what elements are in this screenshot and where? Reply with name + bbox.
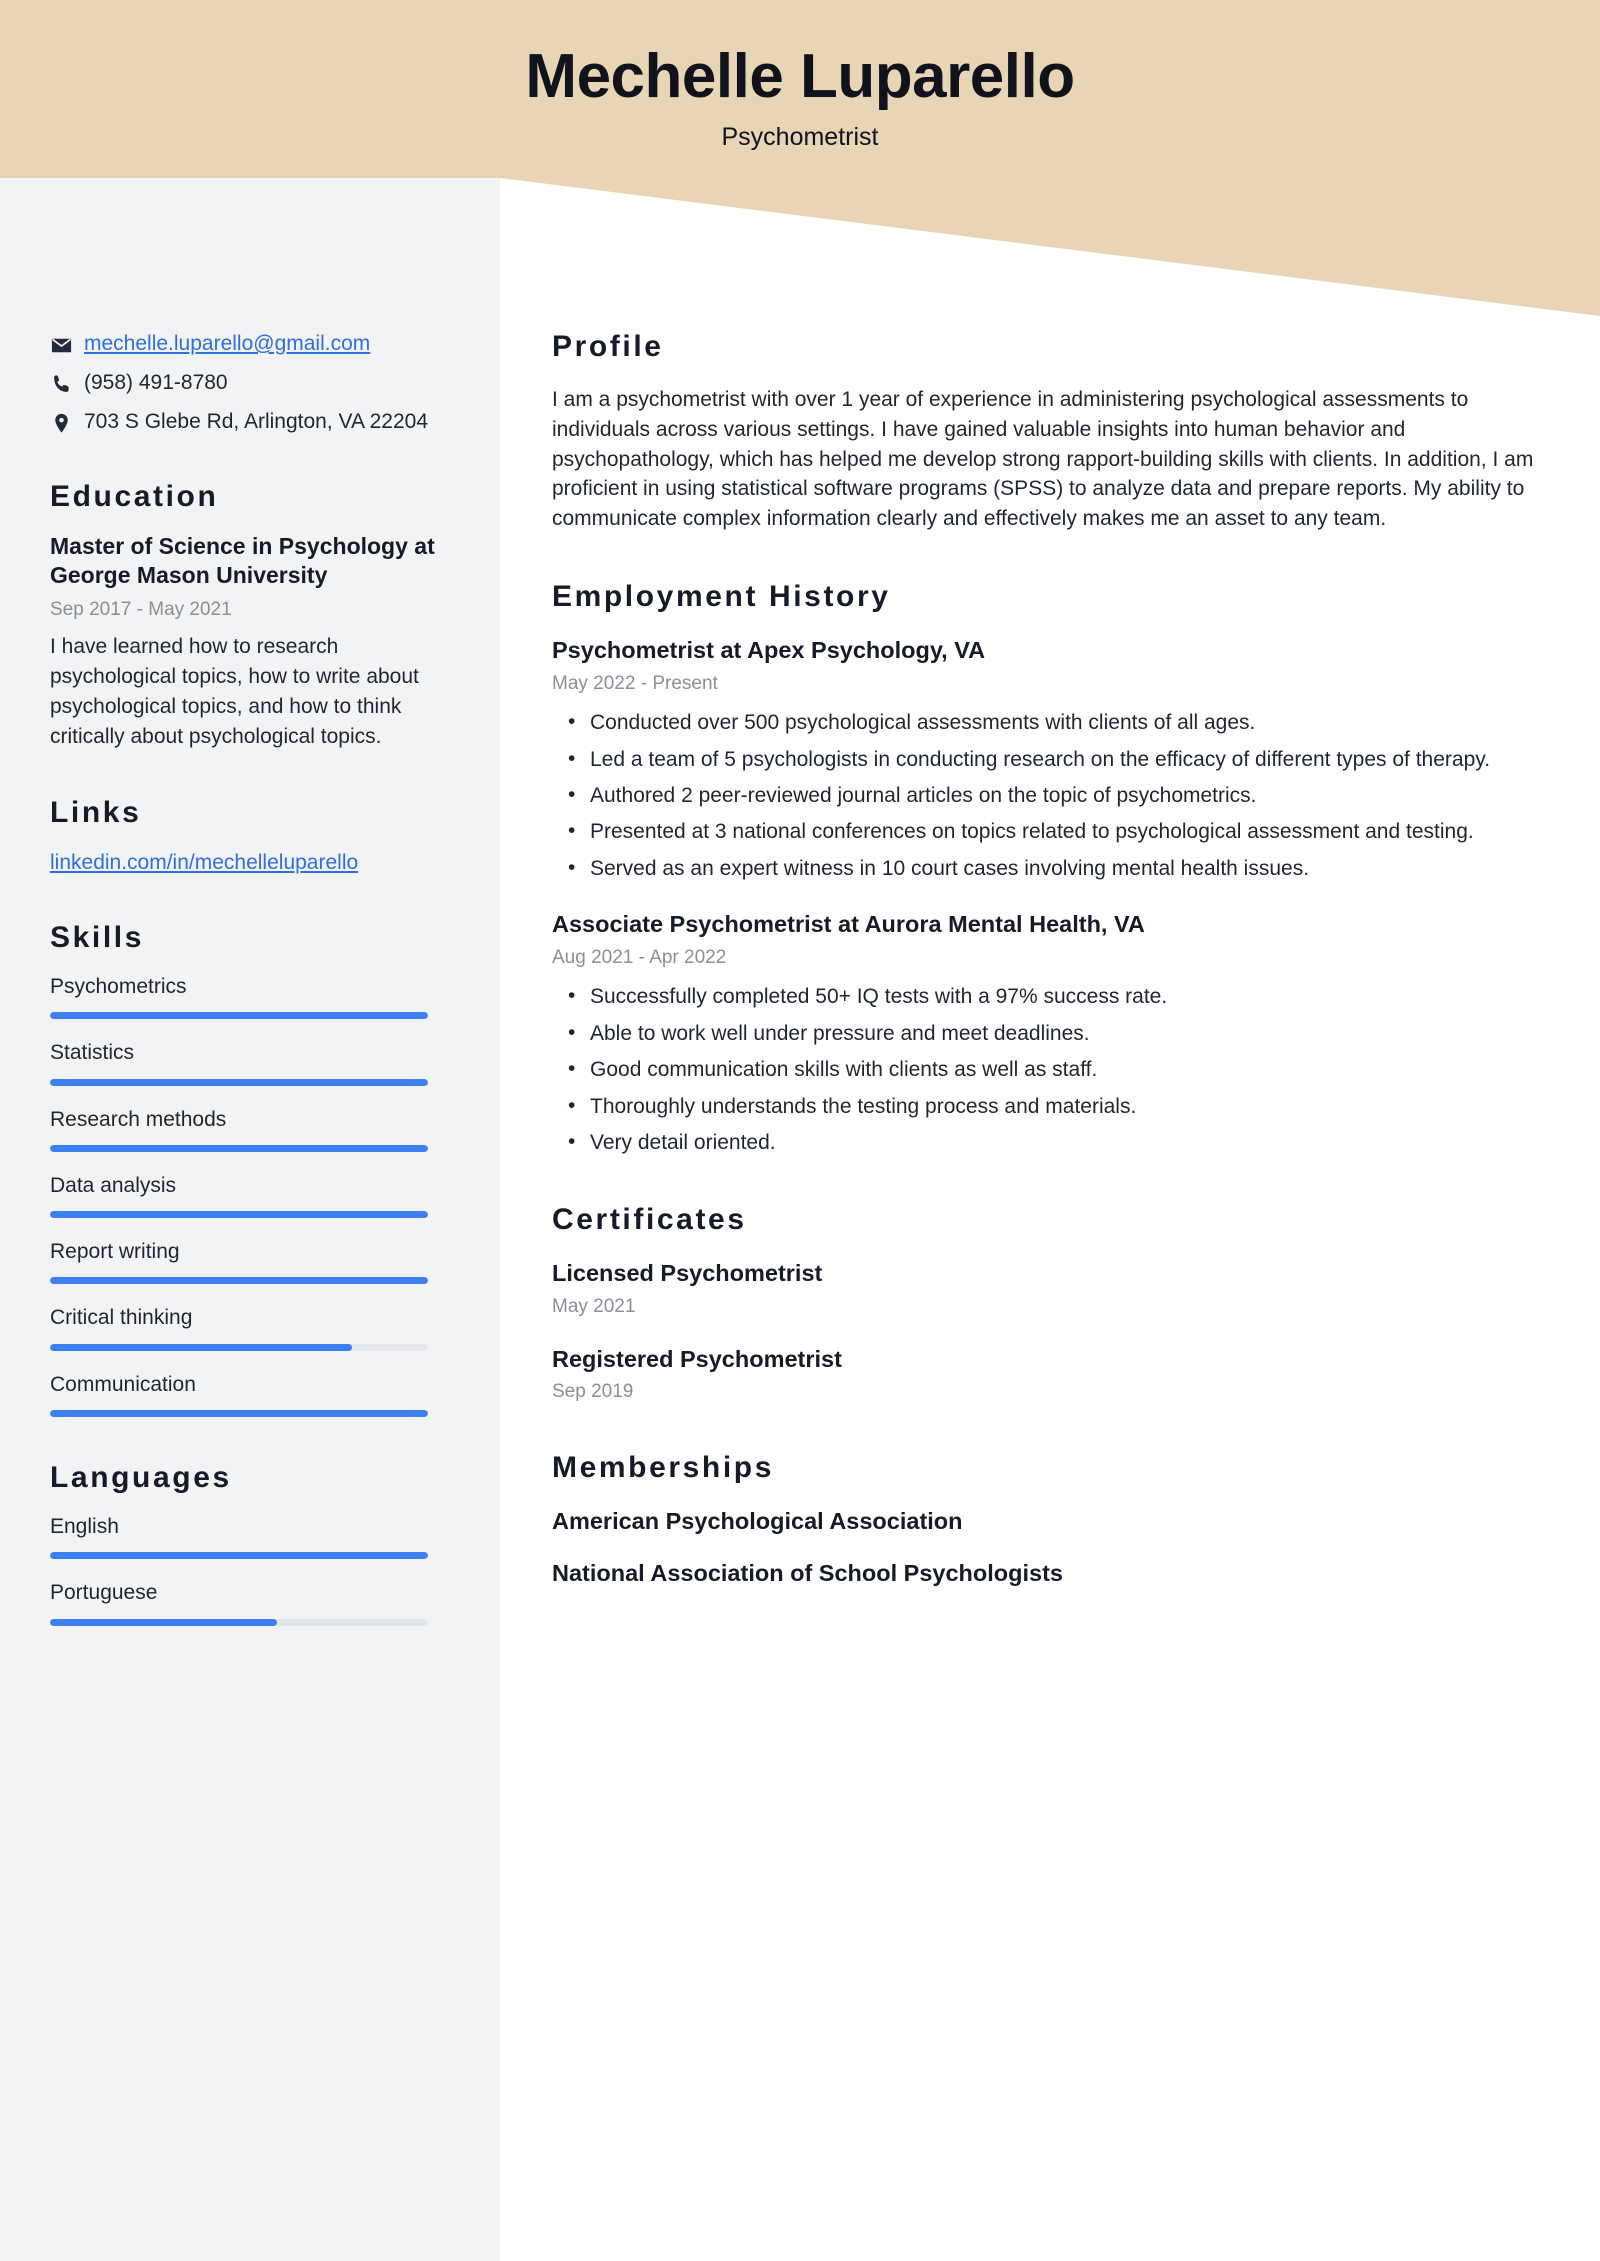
skills-list — [50, 973, 462, 1417]
skill-item — [50, 1172, 462, 1218]
membership-item: National Association of School Psychologists — [552, 1560, 1063, 1587]
skill-bar-fill — [50, 1344, 352, 1351]
job-bullet: • Successfully completed 50+ IQ tests with a 97% success rate. — [552, 982, 1537, 1011]
memberships-list — [552, 1506, 1537, 1589]
skill-bar-fill — [50, 1277, 428, 1284]
job-bullet: • Good communication skills with clients as well as staff. — [552, 1055, 1537, 1084]
membership-item: American Psychological Association — [552, 1507, 963, 1534]
languages-heading: Languages — [50, 1461, 232, 1495]
skill-bar-fill — [50, 1211, 428, 1218]
education-item-date: Sep 2017 - May 2021 — [50, 598, 232, 620]
certificate-entry — [552, 1258, 1537, 1319]
certificate-title: Licensed Psychometrist — [552, 1260, 823, 1287]
skill-label: Psychometrics — [50, 974, 187, 998]
certificates-list — [552, 1258, 1537, 1404]
education-item-description: I have learned how to research psychological topics, how to write about psychological topics, and how to think critically about psychological topics. — [50, 635, 419, 748]
skill-bar-track — [50, 1079, 428, 1086]
skill-bar-fill — [50, 1079, 428, 1086]
profile-heading: Profile — [552, 330, 664, 363]
section-memberships — [552, 1451, 1537, 1589]
skill-item — [50, 1039, 462, 1085]
languages-list — [50, 1513, 462, 1626]
job-bullet: • Led a team of 5 psychologists in conducting research on the efficacy of different types of therapy. — [552, 745, 1537, 774]
language-item — [50, 1513, 462, 1559]
sidebar-section-languages — [50, 1461, 462, 1626]
skill-bar-track — [50, 1012, 428, 1019]
job-bullet: • Presented at 3 national conferences on topics related to psychological assessment and testing. — [552, 817, 1537, 846]
section-employment-history — [552, 580, 1537, 1157]
phone-icon — [50, 369, 84, 396]
job-title: Associate Psychometrist at Aurora Mental Health, VA — [552, 911, 1145, 938]
employment-heading: Employment History — [552, 580, 891, 614]
job-bullet: • Very detail oriented. — [552, 1128, 1537, 1157]
skill-item — [50, 1371, 462, 1417]
map-pin-icon — [50, 408, 84, 435]
candidate-job-title: Psychometrist — [721, 123, 879, 151]
profile-text: I am a psychometrist with over 1 year of experience in administering psychological assessments to individuals across various settings. I have gained valuable insights into human behavior and psychopathology, which has helped me develop strong rapport-building skills with clients. In addition, I am proficient in using statistical software programs (SPSS) to analyze data and prepare reports. My ability to communicate complex information clearly and effectively makes me an asset to any team. — [552, 388, 1534, 531]
skill-bar-track — [50, 1344, 428, 1351]
main-column — [552, 330, 1537, 1635]
job-bullet-list — [552, 982, 1537, 1157]
education-item-title: Master of Science in Psychology at George Mason University — [50, 532, 435, 589]
skill-label: Data analysis — [50, 1173, 177, 1197]
contact-row-address — [50, 408, 462, 436]
contact-row-email[interactable] — [50, 330, 462, 358]
contact-block — [50, 330, 462, 436]
language-item — [50, 1579, 462, 1625]
job-date: Aug 2021 - Apr 2022 — [552, 946, 727, 968]
language-label: English — [50, 1515, 119, 1539]
language-label: Portuguese — [50, 1581, 158, 1605]
job-bullet: • Served as an expert witness in 10 court cases involving mental health issues. — [552, 854, 1537, 883]
language-bar-track — [50, 1619, 428, 1626]
skill-item — [50, 1238, 462, 1284]
links-heading: Links — [50, 795, 142, 829]
skill-bar-track — [50, 1145, 428, 1152]
skills-heading: Skills — [50, 920, 144, 954]
contact-row-phone — [50, 369, 462, 397]
contact-address-value: 703 S Glebe Rd, Arlington, VA 22204 — [84, 409, 429, 433]
certificate-date: May 2021 — [552, 1295, 636, 1317]
job-title: Psychometrist at Apex Psychology, VA — [552, 637, 986, 664]
contact-email-value[interactable]: mechelle.luparello@gmail.com — [84, 332, 371, 355]
job-entry — [552, 635, 1537, 883]
job-bullet-list — [552, 708, 1537, 883]
language-bar-track — [50, 1552, 428, 1559]
job-bullet: • Conducted over 500 psychological assessments with clients of all ages. — [552, 708, 1537, 737]
skill-bar-track — [50, 1211, 428, 1218]
job-entry — [552, 909, 1537, 1157]
education-item — [50, 532, 462, 752]
skill-label: Research methods — [50, 1107, 227, 1131]
section-profile — [552, 330, 1537, 534]
contact-phone-value: (958) 491-8780 — [84, 370, 228, 394]
section-certificates — [552, 1203, 1537, 1404]
skill-bar-track — [50, 1277, 428, 1284]
skill-item — [50, 1304, 462, 1350]
link-linkedin[interactable]: linkedin.com/in/mechelleluparello — [50, 850, 359, 874]
skill-label: Critical thinking — [50, 1306, 193, 1330]
skill-item — [50, 973, 462, 1019]
job-bullet: • Authored 2 peer-reviewed journal articles on the topic of psychometrics. — [552, 781, 1537, 810]
skill-label: Communication — [50, 1372, 196, 1396]
skill-bar-track — [50, 1410, 428, 1417]
language-bar-fill — [50, 1552, 428, 1559]
candidate-name: Mechelle Luparello — [525, 42, 1075, 111]
jobs-list — [552, 635, 1537, 1157]
memberships-heading: Memberships — [552, 1450, 774, 1484]
certificates-heading: Certificates — [552, 1203, 747, 1237]
envelope-icon — [50, 330, 84, 357]
job-date: May 2022 - Present — [552, 672, 718, 694]
sidebar — [50, 330, 462, 1646]
certificate-entry — [552, 1344, 1537, 1405]
sidebar-section-education — [50, 480, 462, 752]
certificate-title: Registered Psychometrist — [552, 1345, 842, 1372]
certificate-date: Sep 2019 — [552, 1381, 634, 1403]
job-bullet: • Able to work well under pressure and meet deadlines. — [552, 1019, 1537, 1048]
education-heading: Education — [50, 479, 219, 513]
skill-label: Report writing — [50, 1240, 180, 1264]
job-bullet: • Thoroughly understands the testing process and materials. — [552, 1092, 1537, 1121]
skill-bar-fill — [50, 1012, 428, 1019]
skill-bar-fill — [50, 1410, 428, 1417]
skill-label: Statistics — [50, 1041, 135, 1065]
skill-item — [50, 1106, 462, 1152]
skill-bar-fill — [50, 1145, 428, 1152]
language-bar-fill — [50, 1619, 277, 1626]
sidebar-section-links — [50, 796, 462, 877]
sidebar-section-skills — [50, 921, 462, 1417]
